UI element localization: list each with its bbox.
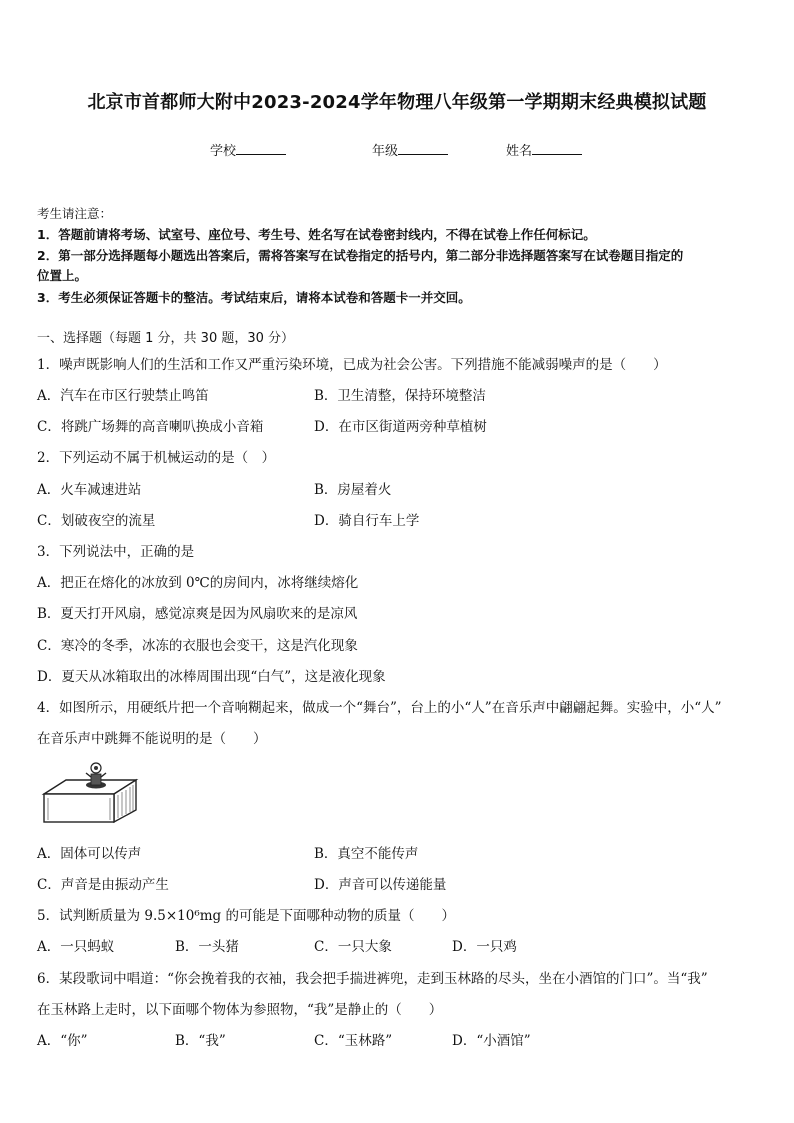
- question-4-stem-line: 在音乐声中跳舞不能说明的是（ ）: [37, 731, 267, 747]
- question-6-option-a: A．“你”: [37, 1033, 88, 1049]
- question-4-option-a: A．固体可以传声: [37, 846, 142, 862]
- question-5-option-d: D．一只鸡: [452, 939, 517, 955]
- grade-label: 年级: [372, 144, 399, 159]
- notice-line: 位置上。: [37, 268, 88, 283]
- question-2-option-d: D．骑自行车上学: [314, 513, 420, 529]
- question-1-stem: 1．噪声既影响人们的生活和工作又严重污染环境，已成为社会公害。下列措施不能减弱噪声的是（ ）: [37, 357, 667, 373]
- name-blank: [532, 142, 582, 155]
- question-4-option-d: D．声音可以传递能量: [314, 877, 447, 893]
- notice-line: 3．考生必须保证答题卡的整洁。考试结束后，请将本试卷和答题卡一并交回。: [37, 290, 471, 305]
- name-field: [506, 140, 582, 159]
- question-3-option-d: D．夏天从冰箱取出的冰棒周围出现“白气”，这是液化现象: [37, 669, 386, 685]
- question-1-option-b: B．卫生清整，保持环境整洁: [314, 388, 486, 404]
- notice-heading: 考生请注意：: [37, 206, 113, 221]
- question-4-option-c: C．声音是由振动产生: [37, 877, 169, 893]
- school-blank: [236, 142, 286, 155]
- question-5-option-b: B．一头猪: [175, 939, 239, 955]
- question-6-option-d: D．“小酒馆”: [452, 1033, 531, 1049]
- question-2-option-a: A．火车减速进站: [37, 482, 142, 498]
- question-2-option-b: B．房屋着火: [314, 482, 392, 498]
- question-6-option-b: B．“我”: [175, 1033, 226, 1049]
- name-label: 姓名: [506, 144, 533, 159]
- question-1-option-a: A．汽车在市区行驶禁止鸣笛: [37, 388, 209, 404]
- question-1-option-d: D．在市区街道两旁种草植树: [314, 419, 487, 435]
- exam-title: 北京市首都师大附中2023-2024学年物理八年级第一学期期末经典模拟试题: [87, 92, 707, 113]
- question-3-stem: 3．下列说法中，正确的是: [37, 544, 195, 560]
- notice-line: 2．第一部分选择题每小题选出答案后，需将答案写在试卷指定的括号内，第二部分非选择题答案写在试卷题目指定的: [37, 248, 684, 263]
- question-6-stem-line: 在玉林路上走时，以下面哪个物体为参照物，“我”是静止的（ ）: [37, 1002, 443, 1018]
- question-3-option-c: C．寒冷的冬季，冰冻的衣服也会变干，这是汽化现象: [37, 638, 358, 654]
- question-3-option-a: A．把正在熔化的冰放到 0℃的房间内，冰将继续熔化: [37, 575, 359, 591]
- grade-blank: [398, 142, 448, 155]
- grade-field: [372, 140, 448, 159]
- school-label: 学校: [210, 144, 237, 159]
- section-heading: 一、选择题（每题 1 分，共 30 题，30 分）: [37, 331, 295, 346]
- question-5-option-c: C．一只大象: [314, 939, 392, 955]
- question-2-stem: 2．下列运动不属于机械运动的是（ ）: [37, 450, 276, 466]
- question-4-stem-line: 4．如图所示，用硬纸片把一个音响糊起来，做成一个“舞台”，台上的小“人”在音乐声中翩翩起舞。实验中，小“人”: [37, 700, 722, 716]
- question-6-stem-line: 6．某段歌词中唱道：“你会挽着我的衣袖，我会把手揣进裤兜，走到玉林路的尽头，坐在小酒馆的门口”。当“我”: [37, 971, 708, 987]
- speaker-stage-figure: [40, 758, 140, 824]
- question-4-option-b: B．真空不能传声: [314, 846, 419, 862]
- question-6-option-c: C．“玉林路”: [314, 1033, 393, 1049]
- question-5-option-a: A．一只蚂蚁: [37, 939, 115, 955]
- question-3-option-b: B．夏天打开风扇，感觉凉爽是因为风扇吹来的是凉风: [37, 606, 358, 622]
- school-field: [210, 140, 286, 159]
- notice-line: 1．答题前请将考场、试室号、座位号、考生号、姓名写在试卷密封线内，不得在试卷上作任何标记。: [37, 227, 596, 242]
- question-5-stem: 5．试判断质量为 9.5×10⁶mg 的可能是下面哪种动物的质量（ ）: [37, 908, 455, 924]
- question-2-option-c: C．划破夜空的流星: [37, 513, 156, 529]
- question-1-option-c: C．将跳广场舞的高音喇叭换成小音箱: [37, 419, 264, 435]
